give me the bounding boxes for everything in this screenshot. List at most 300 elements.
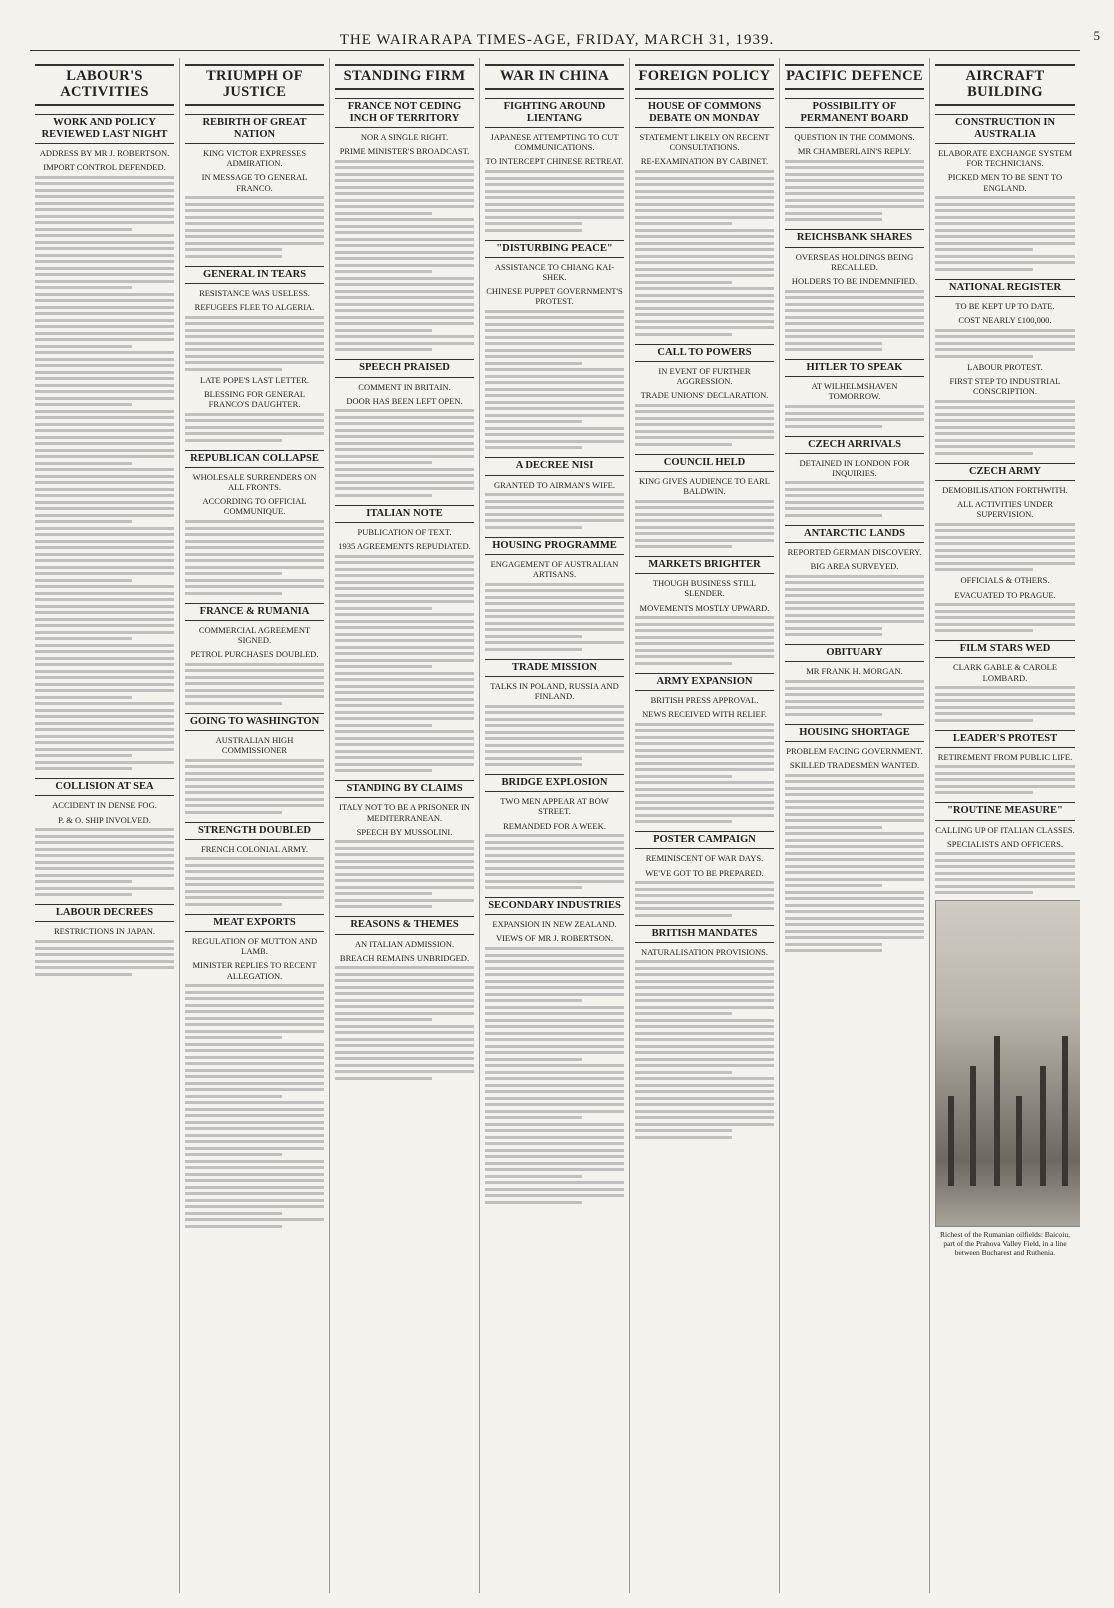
text-line [635,294,774,297]
text-line [335,873,474,876]
text-line [185,209,324,212]
text-line [635,768,774,771]
text-line [35,293,174,296]
article-subheading: CLARK GABLE & CAROLE LOMBARD. [952,662,1058,683]
text-line [185,669,324,672]
article-body [635,500,774,549]
text-line [335,756,474,759]
article-subheading: FIRST STEP TO INDUSTRIAL CONSCRIPTION. [949,375,1061,397]
text-line [35,624,174,627]
text-line [935,216,1075,219]
text-line [185,1134,324,1137]
masthead [30,20,1100,51]
text-line [785,322,924,325]
column-5 [630,58,780,1593]
text-line [335,724,432,727]
text-line [35,867,174,870]
text-line [485,323,624,326]
text-line [35,854,174,857]
text-line [635,196,774,199]
article-body [185,984,324,1228]
text-line [35,559,174,562]
text-line [185,361,324,364]
text-line [635,326,774,329]
text-line [335,581,474,584]
text-line [635,313,774,316]
text-line [335,905,432,908]
text-line [335,626,474,629]
page-number: 5 [1093,28,1100,43]
article-headline: FRANCE NOT CEDING INCH OF TERRITORY [335,98,474,128]
text-line [635,430,774,433]
text-line [485,1025,624,1028]
text-line [785,845,924,848]
text-line [335,979,474,982]
article-subheading: TALKS IN POLAND, RUSSIA AND FINLAND. [490,680,619,701]
derrick-shape [970,1066,976,1186]
text-line [35,468,174,471]
text-line [335,231,474,234]
text-line [635,623,774,626]
text-line [635,320,774,323]
text-line [485,596,624,599]
text-line [635,333,732,336]
text-line [35,299,174,302]
article-headline: ARMY EXPANSION [635,673,774,691]
text-line [635,242,774,245]
article-body [785,481,924,517]
text-line [485,1149,624,1152]
text-line [635,901,774,904]
text-line [35,462,132,465]
text-line [335,322,474,325]
article-subheading: ALL ACTIVITIES UNDER SUPERVISION. [956,499,1053,520]
text-line [935,865,1075,868]
text-line [335,1051,474,1054]
text-line [635,973,774,976]
text-line [335,711,474,714]
text-line [35,377,174,380]
text-line [485,1012,624,1015]
text-line [635,436,774,439]
text-line [35,650,174,653]
column-1 [30,58,180,1593]
text-line [635,287,774,290]
text-line [635,177,774,180]
text-line [185,1108,324,1111]
text-line [35,887,174,890]
article-subheading: P. & O. SHIP INVOLVED. [58,814,151,825]
text-line [335,422,474,425]
text-line [635,1006,774,1009]
article-subheading: PUBLICATION OF TEXT. [357,526,452,537]
text-line [35,416,174,419]
article-body [185,759,324,814]
article-subheading: PRIME MINISTER'S BROADCAST. [339,146,470,157]
article-subheading: THOUGH BUSINESS STILL SLENDER. [652,578,757,599]
text-line [785,581,924,584]
text-line [35,319,174,322]
text-line [935,885,1075,888]
text-line [635,914,732,917]
text-line [185,1186,324,1189]
text-line [35,848,174,851]
text-line [185,689,324,692]
text-line [935,255,1075,258]
article-subheading: BRITISH PRESS APPROVAL. [650,694,759,705]
text-line [335,435,474,438]
article-body [785,405,924,428]
text-line [635,649,774,652]
text-line [335,665,432,668]
article-headline: WORK AND POLICY REVIEWED LAST NIGHT [35,114,174,144]
oilfield-photo [935,900,1080,1227]
text-line [35,663,174,666]
text-line [335,594,474,597]
text-line [335,840,474,843]
text-line [35,247,174,250]
text-line [635,755,774,758]
text-line [935,712,1075,715]
derrick-shape [1040,1066,1046,1186]
text-line [335,244,474,247]
text-line [335,633,474,636]
text-line [935,872,1075,875]
text-line [185,419,324,422]
article-subheading: COMMERCIAL AGREEMENT SIGNED. [198,624,311,645]
article-subheading: IN MESSAGE TO GENERAL FRANCO. [201,172,308,193]
text-line [35,371,174,374]
article-headline: COUNCIL HELD [635,454,774,472]
text-line [785,780,924,783]
text-line [335,568,474,571]
text-line [35,449,174,452]
text-line [485,737,624,740]
text-line [35,960,174,963]
text-line [185,413,324,416]
text-line [185,1075,324,1078]
text-line [185,1127,324,1130]
text-line [35,605,174,608]
text-line [635,801,774,804]
text-line [185,1088,324,1091]
text-line [485,834,624,837]
text-line [35,683,174,686]
text-line [185,890,324,893]
text-line [635,1019,774,1022]
text-line [785,507,924,510]
article-subheading: HOLDERS TO BE INDEMNIFIED. [791,275,918,286]
text-line [785,614,924,617]
text-line [485,420,582,423]
text-line [35,267,174,270]
article-headline: A DECREE NISI [485,457,624,475]
text-line [335,763,474,766]
text-line [335,607,432,610]
article-headline: POSTER CAMPAIGN [635,831,774,849]
text-line [785,342,882,345]
text-line [35,947,174,950]
text-line [185,1205,324,1208]
text-line [935,439,1075,442]
text-line [785,601,924,604]
text-line [485,190,624,193]
text-line [185,1004,324,1007]
text-line [335,455,474,458]
column-4 [480,58,630,1593]
text-line [785,949,882,952]
text-line [635,1084,774,1087]
article-subheading: WE'VE GOT TO BE PREPARED. [645,867,764,878]
text-line [935,878,1075,881]
text-line [185,1160,324,1163]
text-line [35,189,174,192]
article-headline: POSSIBILITY OF PERMANENT BOARD [785,98,924,128]
text-line [35,481,174,484]
text-line [485,718,624,721]
text-line [935,623,1075,626]
text-line [185,682,324,685]
text-line [185,663,324,666]
article-headline: HOUSE OF COMMONS DEBATE ON MONDAY [635,98,774,128]
text-line [635,545,732,548]
article-subheading: COST NEARLY £100,000. [958,315,1052,325]
article-headline: OBITUARY [785,644,924,662]
text-line [635,1129,732,1132]
text-line [335,600,474,603]
text-line [485,329,624,332]
text-line [485,427,624,430]
text-line [635,404,774,407]
text-line [485,513,624,516]
article-headline: SPEECH PRAISED [335,359,474,377]
text-line [35,176,174,179]
text-line [335,737,474,740]
text-line [935,355,1033,358]
text-line [335,1025,474,1028]
text-line [335,494,432,497]
text-line [935,419,1075,422]
text-line [185,1114,324,1117]
text-line [935,719,1033,722]
article-body [35,828,174,896]
article-body [335,409,474,497]
text-line [485,744,624,747]
text-line [485,407,624,410]
article-subheading: DEMOBILISATION FORTHWITH. [942,484,1068,495]
text-line [185,903,282,906]
article-subheading: IMPORT CONTROL DEFENDED. [43,162,166,173]
text-line [335,1044,474,1047]
text-line [785,787,924,790]
text-line [185,585,324,588]
text-line [935,610,1075,613]
text-line [335,205,474,208]
article-headline: BRIDGE EXPLOSION [485,774,624,792]
text-line [335,999,474,1002]
text-line [935,400,1075,403]
text-line [335,966,474,969]
text-line [335,329,432,332]
text-line [485,986,624,989]
text-line [35,182,174,185]
text-line [485,381,624,384]
text-line [485,342,624,345]
article-subheading: NATURALISATION PROVISIONS. [640,946,769,957]
text-line [635,1103,774,1106]
text-line [185,255,282,258]
text-line [35,286,132,289]
article-headline: ITALIAN NOTE [335,505,474,523]
text-line [35,973,132,976]
text-line [185,1017,324,1020]
article-body [485,583,624,651]
text-line [785,800,924,803]
text-line [35,306,174,309]
text-line [185,592,282,595]
text-line [485,1136,624,1139]
text-line [785,839,924,842]
text-line [185,520,324,523]
text-line [35,953,174,956]
text-line [635,268,774,271]
text-line [185,579,324,582]
text-line [35,332,174,335]
article-subheading: COMMENT IN BRITAIN. [358,381,451,392]
text-line [35,384,174,387]
article-subheading: EXPANSION IN NEW ZEALAND. [492,919,617,930]
text-line [785,173,924,176]
text-line [485,1097,624,1100]
text-line [335,704,474,707]
text-line [35,215,174,218]
text-line [935,229,1075,232]
text-line [935,693,1075,696]
text-line [785,943,882,946]
text-line [635,235,774,238]
text-line [335,316,474,319]
text-line [785,335,924,338]
text-line [785,575,924,578]
text-line [485,1175,582,1178]
text-line [335,186,474,189]
text-line [635,183,774,186]
text-line [185,540,324,543]
text-line [35,273,174,276]
article-subheading: MR CHAMBERLAIN'S REPLY. [797,146,912,157]
derrick-shape [994,1036,1000,1186]
column-7 [930,58,1080,1593]
text-line [35,657,174,660]
text-line [35,325,174,328]
text-line [185,877,324,880]
text-line [935,209,1075,212]
text-line [35,579,132,582]
column-headline: LABOUR'S ACTIVITIES [35,64,174,106]
text-line [785,832,924,835]
text-line [35,880,132,883]
text-line [485,847,624,850]
text-line [635,1025,774,1028]
text-line [935,196,1075,199]
text-line [35,234,174,237]
text-line [785,687,924,690]
article-body [935,603,1075,632]
text-line [785,930,924,933]
text-line [785,891,924,894]
text-line [635,513,774,516]
article-body [35,176,174,771]
article-headline: CZECH ARRIVALS [785,436,924,454]
text-line [785,290,924,293]
text-line [185,216,324,219]
text-line [935,242,1075,245]
text-line [35,514,174,517]
text-line [635,999,774,1002]
article-body [35,940,174,976]
text-line [185,997,324,1000]
text-line [35,533,174,536]
text-line [635,749,774,752]
text-line [335,1012,474,1015]
text-line [785,858,924,861]
text-line [185,322,324,325]
text-line [935,329,1075,332]
text-line [335,613,474,616]
text-line [35,940,174,943]
text-line [635,662,732,665]
text-line [485,222,582,225]
text-line [485,967,624,970]
text-line [335,899,474,902]
text-line [335,1038,474,1041]
text-line [485,1090,624,1093]
article-body [485,705,624,767]
text-line [185,778,324,781]
article-body [185,196,324,258]
text-line [785,680,924,683]
text-line [35,429,174,432]
text-line [485,1077,624,1080]
text-line [35,631,174,634]
text-line [485,1019,624,1022]
column-headline: PACIFIC DEFENCE [785,64,924,90]
text-line [185,896,324,899]
text-line [485,1006,624,1009]
photo-caption: Richest of the Rumanian oilfields: Baicoiu, part of the Prahova Valley Field, in a line between Bucharest and Ruthenia. [940,1230,1070,1258]
text-line [185,368,282,371]
text-line [785,594,924,597]
text-line [935,778,1075,781]
text-line [485,316,624,319]
text-line [35,722,174,725]
text-line [785,620,924,623]
text-line [785,405,924,408]
text-line [335,212,432,215]
text-line [485,1110,624,1113]
text-line [785,186,924,189]
text-line [35,893,132,896]
text-line [635,1045,774,1048]
article-subheading: ITALY NOT TO BE A PRISONER IN MEDITERRANEAN. [339,802,470,823]
text-line [185,1225,282,1228]
text-line [785,693,924,696]
text-line [785,514,882,517]
text-line [335,468,474,471]
text-line [635,300,774,303]
text-line [185,1173,324,1176]
text-line [935,413,1075,416]
